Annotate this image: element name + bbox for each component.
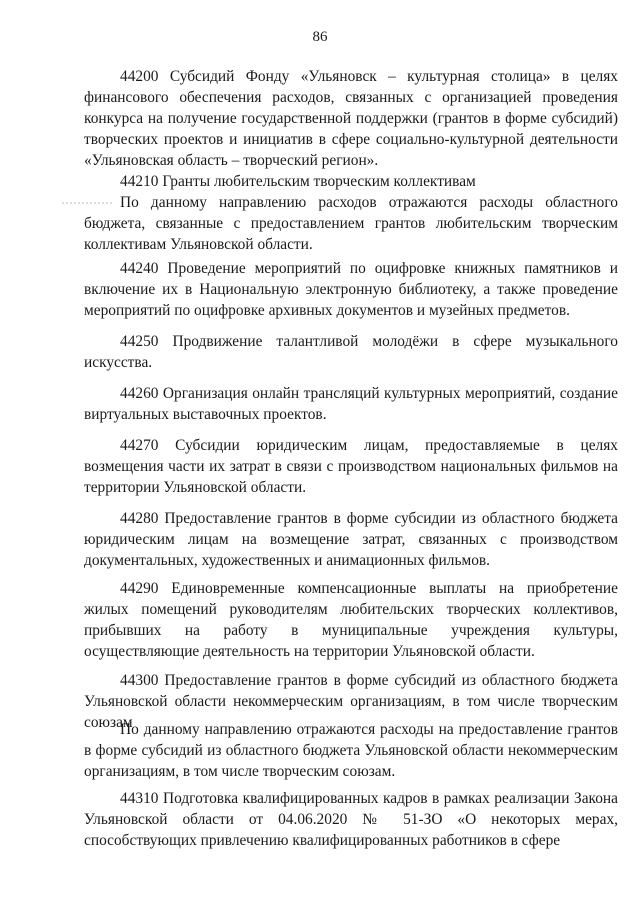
paragraph-44260: 44260 Организация онлайн трансляций культурных мероприятий, создание виртуальных выставочных проектов. (84, 385, 618, 423)
paragraph-44300: 44300 Предоставление грантов в форме субсидий из областного бюджета Ульяновской области некоммерческим организациям, в том числе творческим союзам (84, 672, 618, 731)
paragraph-44290: 44290 Единовременные компенсационные выплаты на приобретение жилых помещений руководителям любительских творческих коллективов, прибывших на работу в муниципальные учреждения культуры, осуществляющие деятельность на территории Ульяновской области. (84, 580, 618, 660)
paragraph-44270: 44270 Субсидии юридическим лицам, предоставляемые в целях возмещения части их затрат в связи с производством национальных фильмов на территории Ульяновской области. (84, 437, 618, 496)
heading-44210: 44210 Гранты любительским творческим коллективам (120, 173, 476, 190)
paragraph-44250: 44250 Продвижение талантливой молодёжи в сфере музыкального искусства. (84, 333, 618, 371)
paragraph-44240: 44240 Проведение мероприятий по оцифровке книжных памятников и включение их в Национальную электронную библиотеку, а также проведение мероприятий по оцифровке архивных документов и музейных предметов. (84, 260, 618, 319)
paragraph-44200: 44200 Субсидий Фонду «Ульяновск – культурная столица» в целях финансового обеспечения расходов, связанных с организацией проведения конкурса на получение государственной поддержки (грантов в форме субсидий) творческих проектов и инициатив в сфере социально-культурной деятельности «Ульяновская область – творческий регион». (84, 68, 618, 169)
paragraph-44210-description: По данному направлению расходов отражаются расходы областного бюджета, связанные с предоставлением грантов любительским творческим коллективам Ульяновской области. (84, 194, 618, 253)
paragraph-44300-description: По данному направлению отражаются расходы на предоставление грантов в форме субсидий из областного бюджета Ульяновской области некоммерческим организациям, в том числе творческим союзам. (84, 721, 618, 780)
page-number: 86 (312, 29, 328, 45)
paragraph-44280: 44280 Предоставление грантов в форме субсидии из областного бюджета юридическим лицам на возмещение затрат, связанных с производством документальных, художественных и анимационных фильмов. (84, 510, 618, 569)
paragraph-44310: 44310 Подготовка квалифицированных кадров в рамках реализации Закона Ульяновской области от 04.06.2020 № 51-ЗО «О некоторых мерах, способствующих привлечению квалифицированных работников в сфере (84, 790, 618, 849)
